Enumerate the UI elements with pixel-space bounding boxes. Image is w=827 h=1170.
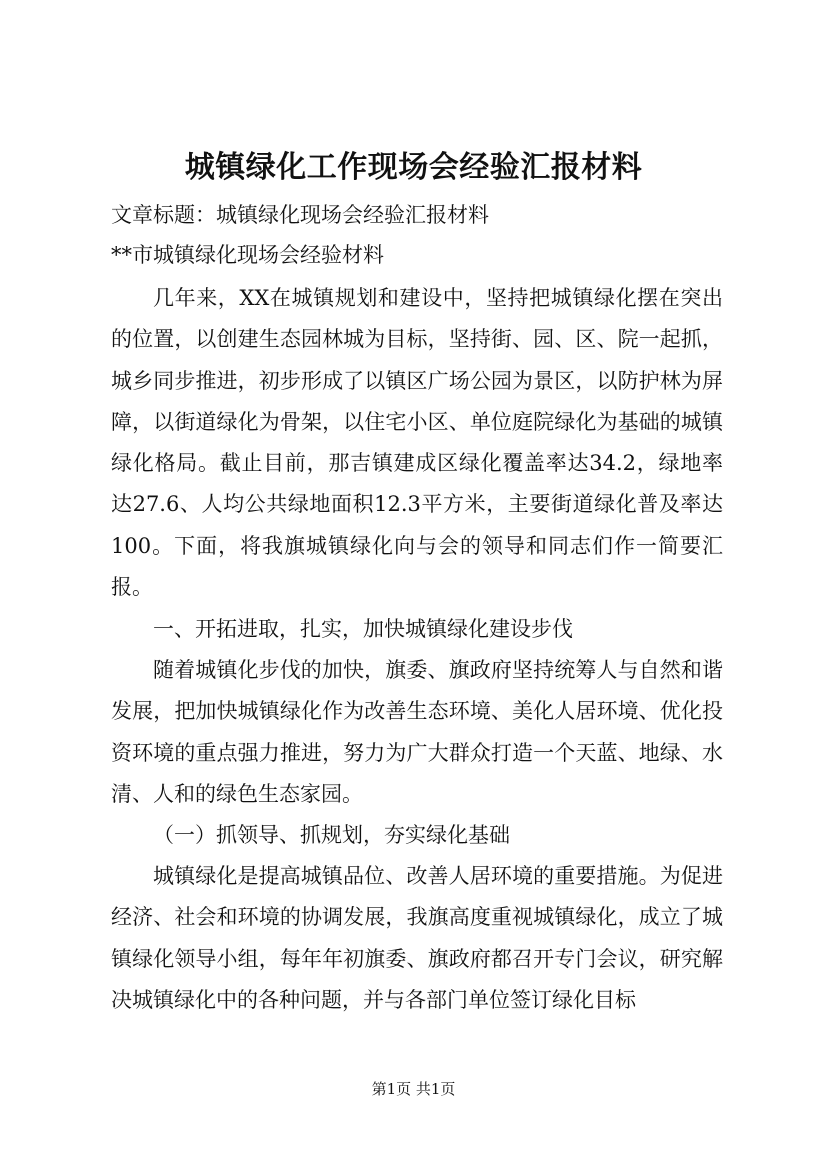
subsection-heading-1: （一）抓领导、抓规划，夯实绿化基础: [153, 823, 510, 847]
article-title-line: 文章标题：城镇绿化现场会经验汇报材料: [111, 203, 489, 227]
document-title: 城镇绿化工作现场会经验汇报材料: [184, 150, 643, 185]
section-heading-1: 一、开拓进取，扎实，加快城镇绿化建设步伐: [153, 617, 573, 641]
paragraph-subsection-1: 城镇绿化是提高城镇品位、改善人居环境的重要措施。为促进经济、社会和环境的协调发展，我旗高度重视城镇绿化，成立了城镇绿化领导小组，每年年初旗委、旗政府都召开专门会议，研究解决城镇绿化中的各种问题，并与各部门单位签订绿化目标: [111, 864, 723, 1012]
paragraph-intro: 几年来，XX在城镇规划和建设中，坚持把城镇绿化摆在突出的位置，以创建生态园林城为目标，坚持街、园、区、院一起抓，城乡同步推进，初步形成了以镇区广场公园为景区，以防护林为屏障，以街道绿化为骨架，以住宅小区、单位庭院绿化为基础的城镇绿化格局。截止目前，那吉镇建成区绿化覆盖率达34.2，绿地率达27.6、人均公共绿地面积12.3平方米，主要街道绿化普及率达100。下面，将我旗城镇绿化向与会的领导和同志们作一简要汇报。: [111, 286, 723, 600]
page-footer: 第1页 共1页: [371, 1080, 456, 1098]
paragraph-section-1: 随着城镇化步伐的加快，旗委、旗政府坚持统筹人与自然和谐发展，把加快城镇绿化作为改善生态环境、美化人居环境、优化投资环境的重点强力推进，努力为广大群众打造一个天蓝、地绿、水清、人和的绿色生态家园。: [111, 658, 723, 806]
document-subtitle: **市城镇绿化现场会经验材料: [111, 243, 384, 267]
